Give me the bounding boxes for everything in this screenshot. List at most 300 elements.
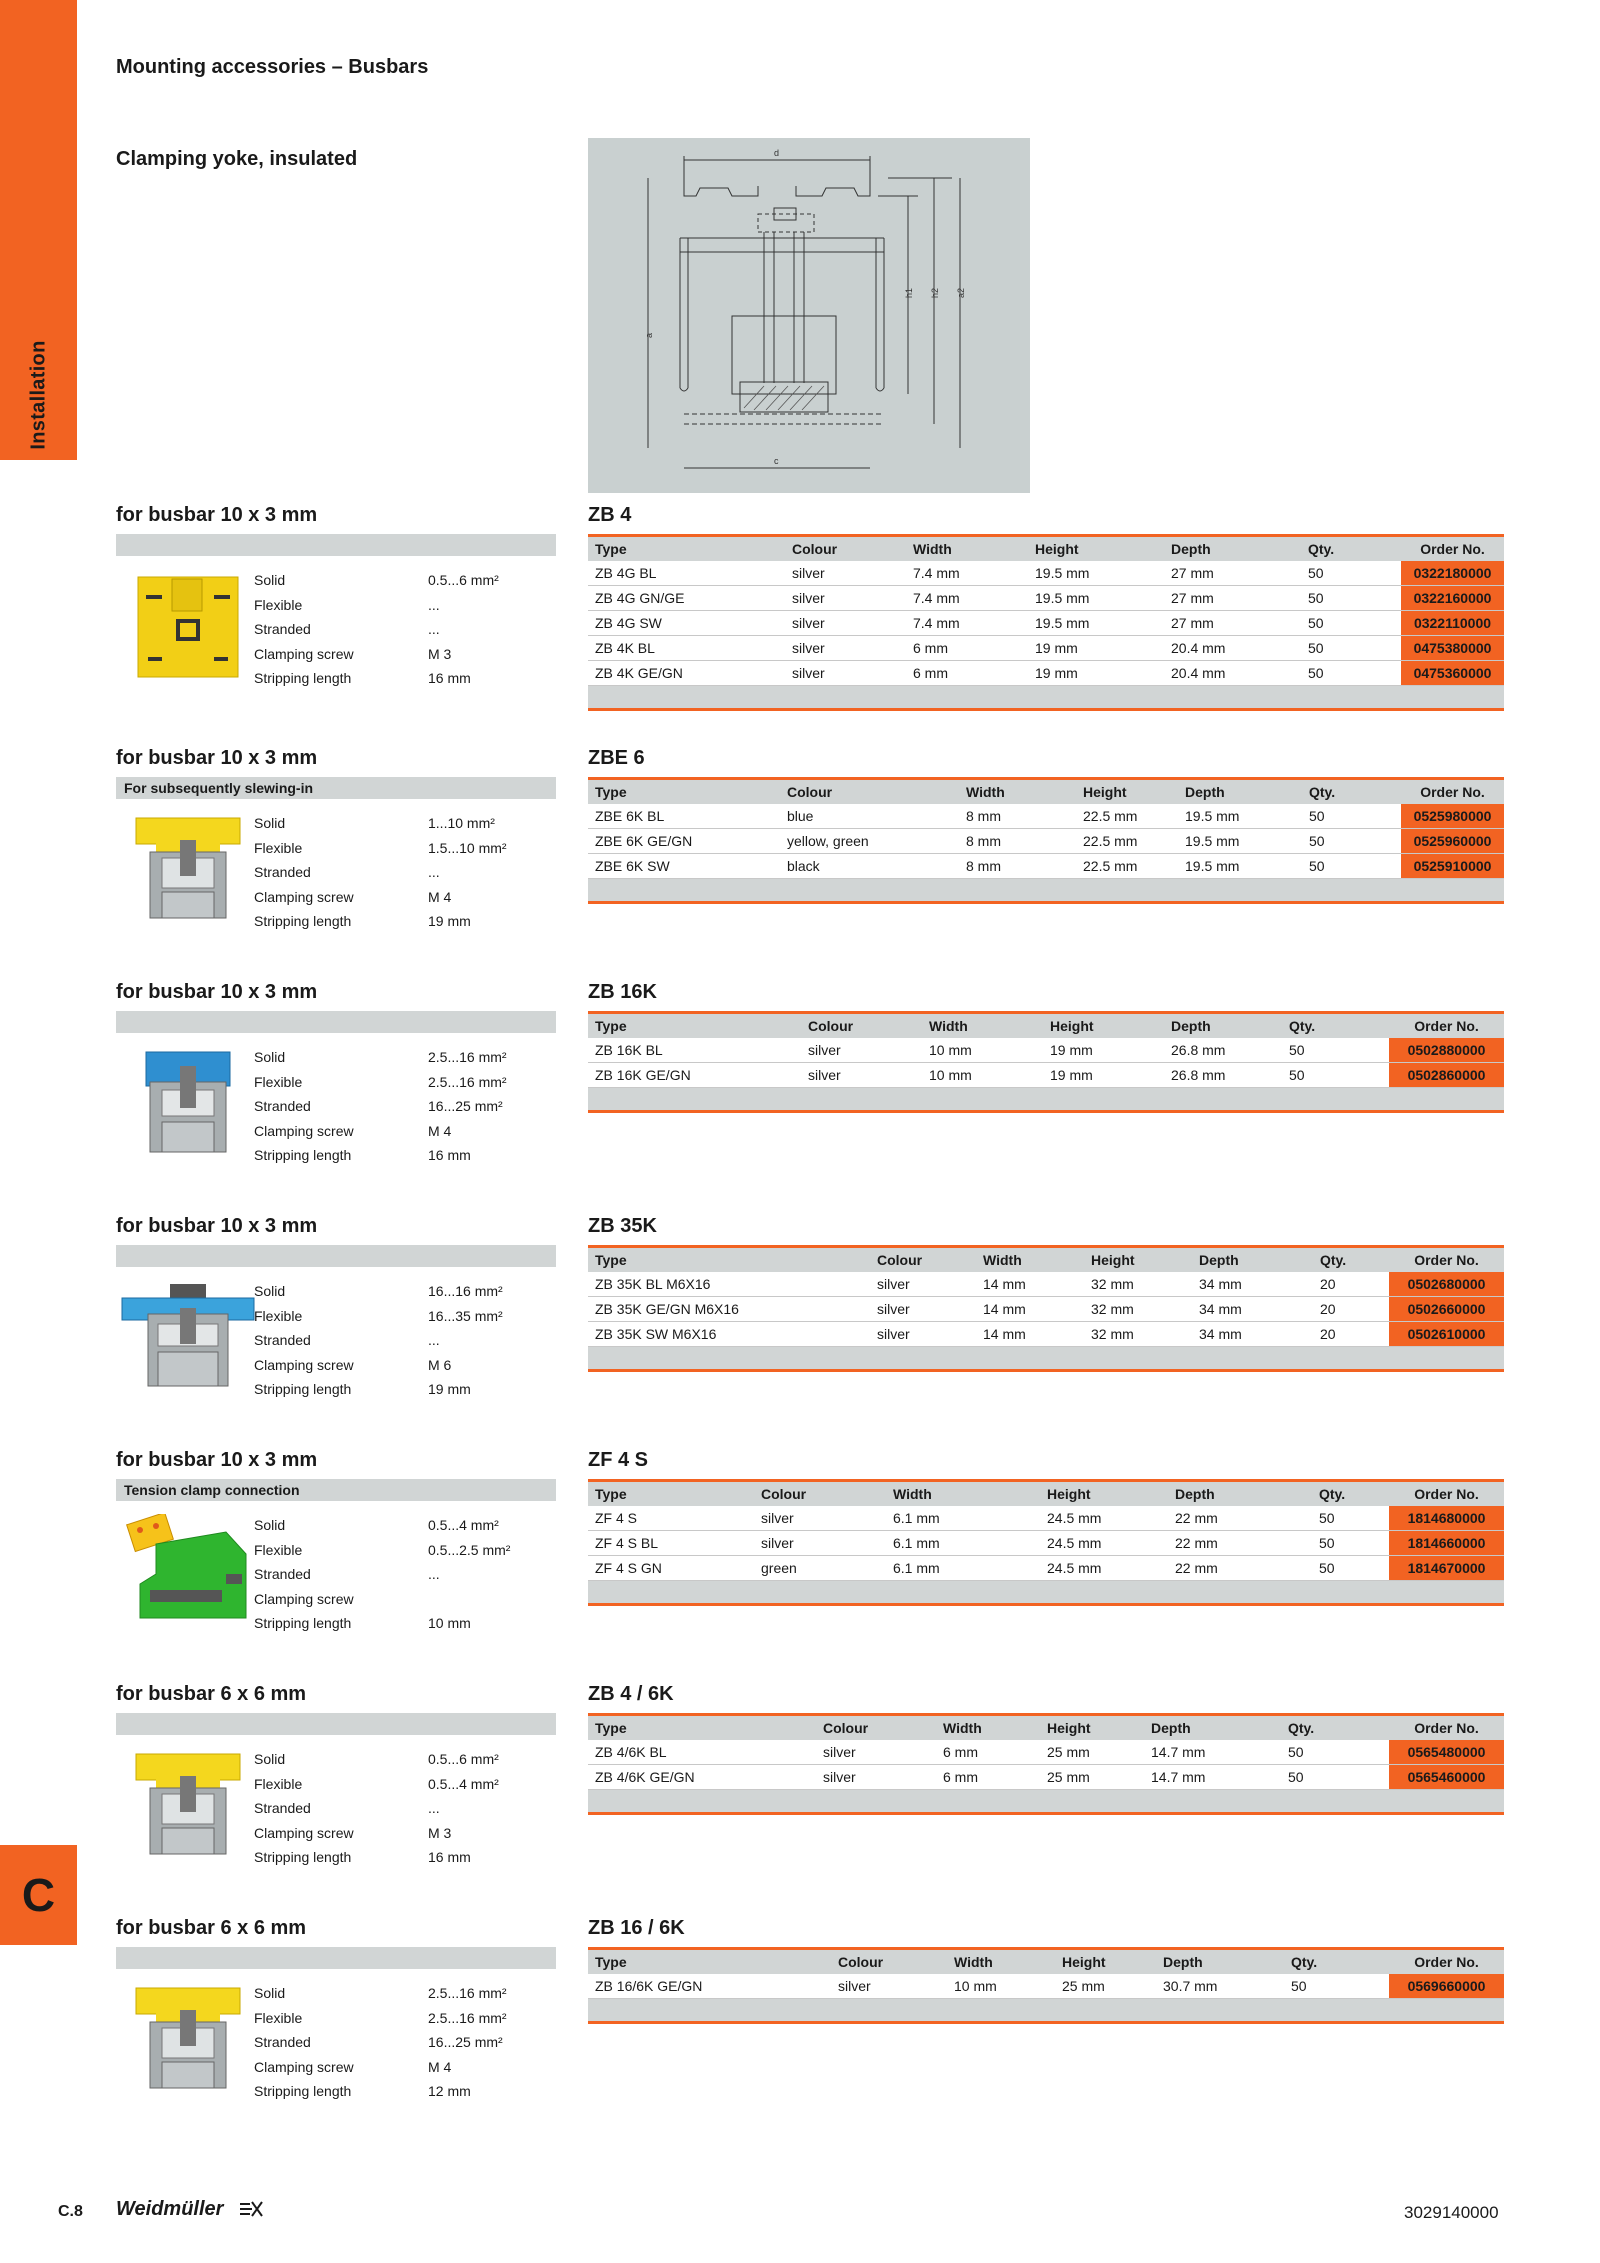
spec-value: [428, 1587, 558, 1612]
table-cell: 22 mm: [1168, 1506, 1312, 1531]
spec-row: [254, 811, 558, 836]
table-cell: silver: [801, 1038, 922, 1063]
column-header: Depth: [1199, 1252, 1239, 1268]
dimension-drawing: [588, 138, 1030, 493]
table-row: [588, 636, 1504, 661]
column-header: Qty.: [1288, 1720, 1315, 1736]
table-cell: 32 mm: [1084, 1322, 1192, 1347]
table-cell: 10 mm: [922, 1038, 1043, 1063]
table-row: [588, 1322, 1504, 1347]
table-cell: silver: [785, 661, 906, 686]
table-cell: 50: [1284, 1974, 1389, 1999]
blue-wide-clamp-image: [116, 1280, 260, 1390]
table-cell: green: [754, 1556, 886, 1581]
spec-value: 1.5...10 mm²: [428, 839, 507, 856]
column-header: Type: [595, 1018, 627, 1034]
order-number: 0525980000: [1401, 804, 1504, 829]
table-cell: ZF 4 S BL: [588, 1531, 754, 1556]
spec-value: 2.5...16 mm²: [428, 1073, 507, 1090]
spec-label: Stripping length: [254, 913, 352, 930]
spec-label: Stripping length: [254, 670, 352, 687]
spec-value: 0.5...4 mm²: [428, 1775, 499, 1792]
info-bar: Tension clamp connection: [116, 1479, 556, 1501]
table-cell: 34 mm: [1192, 1322, 1313, 1347]
column-header: Colour: [838, 1954, 884, 1970]
product-section: [116, 1449, 1504, 1669]
spec-row: [254, 642, 558, 667]
product-section: [116, 981, 1504, 1201]
table-cell: 50: [1281, 1740, 1389, 1765]
order-number: 1814670000: [1389, 1556, 1504, 1581]
column-header: Qty.: [1319, 1486, 1346, 1502]
spec-value: 0.5...4 mm²: [428, 1517, 499, 1534]
order-number: 1814660000: [1389, 1531, 1504, 1556]
product-thumbnail: [116, 1046, 260, 1156]
column-header: Order No.: [1414, 1720, 1479, 1736]
spec-label: Clamping screw: [254, 2058, 354, 2075]
info-bar: [116, 1011, 556, 1033]
spec-row: [254, 1538, 558, 1563]
table-cell: 19 mm: [1028, 661, 1164, 686]
column-header: Order No.: [1420, 541, 1485, 557]
table-cell: 22.5 mm: [1076, 804, 1178, 829]
table-cell: ZB 16K BL: [588, 1038, 801, 1063]
table-cell: 27 mm: [1164, 611, 1301, 636]
column-header: Depth: [1151, 1720, 1191, 1736]
spec-value: ...: [428, 1332, 440, 1349]
spec-label: Flexible: [254, 1307, 303, 1324]
dim-label-h2: h2: [930, 287, 940, 298]
product-thumbnail: [116, 569, 260, 679]
table-cell: 50: [1301, 661, 1401, 686]
table-header-row: [588, 779, 1504, 805]
column-header: Width: [943, 1720, 982, 1736]
table-cell: 20: [1313, 1297, 1389, 1322]
table-cell: ZBE 6K BL: [588, 804, 780, 829]
order-number: 1814680000: [1389, 1506, 1504, 1531]
table-cell: 50: [1302, 804, 1401, 829]
spec-label: Flexible: [254, 1775, 303, 1792]
column-header: Type: [595, 1720, 627, 1736]
product-name: ZB 16K: [588, 981, 657, 1003]
spec-value: 16 mm: [428, 670, 471, 687]
table-cell: 19.5 mm: [1178, 854, 1302, 879]
table-cell: 20: [1313, 1322, 1389, 1347]
spec-row: [254, 617, 558, 642]
product-name: ZF 4 S: [588, 1449, 649, 1471]
table-cell: silver: [785, 586, 906, 611]
spec-value: ...: [428, 596, 440, 613]
blue-screw-clamp-image: [116, 1046, 260, 1156]
table-cell: silver: [816, 1765, 936, 1790]
table-cell: 50: [1302, 829, 1401, 854]
spec-value: ...: [428, 864, 440, 881]
table-cell: 10 mm: [922, 1063, 1043, 1088]
spec-row: [254, 1377, 558, 1402]
table-cell: 32 mm: [1084, 1297, 1192, 1322]
table-cell: 50: [1301, 561, 1401, 586]
spec-label: Solid: [254, 572, 286, 589]
order-number: 0502860000: [1389, 1063, 1504, 1088]
spec-label: Flexible: [254, 839, 303, 856]
spec-label: Flexible: [254, 1073, 303, 1090]
product-section: [116, 1917, 1504, 2137]
spec-value: M 6: [428, 1356, 452, 1373]
spec-value: 16...35 mm²: [428, 1307, 503, 1324]
table-cell: silver: [754, 1531, 886, 1556]
table-row: [588, 1506, 1504, 1531]
spec-row: [254, 666, 558, 691]
spec-row: [254, 1845, 558, 1870]
order-table: [588, 1947, 1504, 2024]
spec-value: ...: [428, 1800, 440, 1817]
table-cell: ZB 16K GE/GN: [588, 1063, 801, 1088]
spec-row: [254, 1070, 558, 1095]
spec-row: [254, 1513, 558, 1538]
table-cell: 14 mm: [976, 1322, 1084, 1347]
spec-row: [254, 1143, 558, 1168]
table-cell: 20.4 mm: [1164, 661, 1301, 686]
spec-value: 1...10 mm²: [428, 815, 495, 832]
spec-label: Solid: [254, 1049, 286, 1066]
dim-label-h1: h1: [904, 287, 914, 298]
column-header: Height: [1047, 1486, 1091, 1502]
table-cell: ZB 4K BL: [588, 636, 785, 661]
column-header: Width: [913, 541, 952, 557]
spec-table: [254, 568, 558, 691]
table-cell: ZB 35K SW M6X16: [588, 1322, 870, 1347]
info-bar: For subsequently slewing-in: [116, 777, 556, 799]
product-name: ZB 16 / 6K: [588, 1917, 685, 1939]
order-table: [588, 1713, 1504, 1815]
table-cell: 34 mm: [1192, 1297, 1313, 1322]
spec-row: [254, 1328, 558, 1353]
column-header: Qty.: [1320, 1252, 1347, 1268]
spec-label: Stripping length: [254, 1849, 352, 1866]
spec-row: [254, 860, 558, 885]
table-row: [588, 1297, 1504, 1322]
table-cell: silver: [870, 1272, 976, 1297]
table-cell: ZBE 6K SW: [588, 854, 780, 879]
spec-table: [254, 1747, 558, 1870]
table-cell: 30.7 mm: [1156, 1974, 1284, 1999]
column-header: Colour: [823, 1720, 869, 1736]
table-cell: 50: [1301, 586, 1401, 611]
spec-row: [254, 836, 558, 861]
info-bar: [116, 1947, 556, 1969]
spec-value: 12 mm: [428, 2083, 471, 2100]
spec-table: [254, 1981, 558, 2104]
section-heading: for busbar 10 x 3 mm: [116, 1215, 318, 1237]
table-cell: 19 mm: [1043, 1063, 1164, 1088]
table-row: [588, 804, 1504, 829]
table-cell: 6 mm: [906, 661, 1028, 686]
table-cell: silver: [801, 1063, 922, 1088]
spec-row: [254, 1981, 558, 2006]
table-cell: 25 mm: [1040, 1740, 1144, 1765]
spec-value: 19 mm: [428, 913, 471, 930]
yellow-screw-clamp-image: [116, 1748, 260, 1858]
table-cell: ZB 16/6K GE/GN: [588, 1974, 831, 1999]
order-number: 0322180000: [1401, 561, 1504, 586]
table-row: [588, 1038, 1504, 1063]
spec-label: Solid: [254, 1985, 286, 2002]
spec-value: 0.5...6 mm²: [428, 1751, 499, 1768]
spec-value: 19 mm: [428, 1381, 471, 1398]
yellow-screw-clamp-image: [116, 1982, 260, 2092]
column-header: Depth: [1171, 541, 1211, 557]
table-cell: 27 mm: [1164, 586, 1301, 611]
spec-row: [254, 1279, 558, 1304]
product-thumbnail: [116, 812, 260, 922]
table-cell: 8 mm: [959, 804, 1076, 829]
table-cell: 20.4 mm: [1164, 636, 1301, 661]
order-number: 0525910000: [1401, 854, 1504, 879]
table-row: [588, 1765, 1504, 1790]
technical-drawing-svg: [588, 138, 1030, 493]
table-row: [588, 1740, 1504, 1765]
table-cell: 50: [1312, 1531, 1389, 1556]
table-cell: 8 mm: [959, 829, 1076, 854]
spec-row: [254, 1119, 558, 1144]
table-cell: 6.1 mm: [886, 1531, 1040, 1556]
table-cell: 19.5 mm: [1178, 829, 1302, 854]
spec-label: Clamping screw: [254, 1356, 354, 1373]
order-number: 0475380000: [1401, 636, 1504, 661]
section-heading: for busbar 10 x 3 mm: [116, 981, 318, 1003]
spec-label: Solid: [254, 815, 286, 832]
spec-table: [254, 1513, 558, 1636]
column-header: Type: [595, 1486, 627, 1502]
table-header-row: [588, 1013, 1504, 1039]
column-header: Type: [595, 1954, 627, 1970]
spec-label: Stripping length: [254, 1381, 352, 1398]
table-cell: ZB 4K GE/GN: [588, 661, 785, 686]
table-cell: silver: [870, 1322, 976, 1347]
table-cell: 25 mm: [1040, 1765, 1144, 1790]
order-table: [588, 1011, 1504, 1113]
brand-name: Weidmüller: [116, 2198, 224, 2220]
spec-row: [254, 1353, 558, 1378]
column-header: Width: [929, 1018, 968, 1034]
spec-label: Solid: [254, 1751, 286, 1768]
footer-bar-cell: [588, 1790, 1504, 1814]
table-cell: silver: [785, 561, 906, 586]
table-header-row: [588, 1247, 1504, 1273]
table-cell: 14 mm: [976, 1272, 1084, 1297]
column-header: Depth: [1185, 784, 1225, 800]
section-heading: for busbar 10 x 3 mm: [116, 1449, 318, 1471]
table-footer-bar: [588, 1581, 1504, 1605]
table-cell: 50: [1312, 1506, 1389, 1531]
footer-bar-cell: [588, 1999, 1504, 2023]
footer-bar-cell: [588, 879, 1504, 903]
table-cell: 8 mm: [959, 854, 1076, 879]
table-footer-bar: [588, 686, 1504, 710]
footer-bar-cell: [588, 1581, 1504, 1605]
table-row: [588, 611, 1504, 636]
spec-value: 2.5...16 mm²: [428, 1985, 507, 2002]
spec-label: Clamping screw: [254, 645, 354, 662]
table-cell: 25 mm: [1055, 1974, 1156, 1999]
spec-label: Stranded: [254, 1098, 311, 1115]
table-cell: 34 mm: [1192, 1272, 1313, 1297]
table-row: [588, 1556, 1504, 1581]
info-bar: [116, 1713, 556, 1735]
spec-label: Clamping screw: [254, 1824, 354, 1841]
table-cell: ZB 4G BL: [588, 561, 785, 586]
spec-row: [254, 1587, 558, 1612]
table-cell: silver: [754, 1506, 886, 1531]
table-header-row: [588, 1715, 1504, 1741]
spec-label: Stranded: [254, 1566, 311, 1583]
spec-label: Stranded: [254, 1332, 311, 1349]
table-cell: 7.4 mm: [906, 586, 1028, 611]
spec-row: [254, 1772, 558, 1797]
table-cell: 26.8 mm: [1164, 1038, 1282, 1063]
order-table: [588, 534, 1504, 711]
spec-label: Stranded: [254, 621, 311, 638]
spec-value: ...: [428, 1566, 440, 1583]
table-cell: 50: [1282, 1038, 1389, 1063]
spec-row: [254, 2006, 558, 2031]
spec-value: 0.5...2.5 mm²: [428, 1541, 511, 1558]
table-cell: 50: [1301, 636, 1401, 661]
spec-row: [254, 909, 558, 934]
table-footer-bar: [588, 1347, 1504, 1371]
product-section: [116, 747, 1504, 967]
table-cell: black: [780, 854, 959, 879]
order-number: 0502660000: [1389, 1297, 1504, 1322]
info-bar: [116, 534, 556, 556]
spec-label: Clamping screw: [254, 888, 354, 905]
spec-value: 0.5...6 mm²: [428, 572, 499, 589]
order-number: 0565460000: [1389, 1765, 1504, 1790]
table-cell: 6.1 mm: [886, 1506, 1040, 1531]
table-cell: 6 mm: [936, 1765, 1040, 1790]
spec-row: [254, 2030, 558, 2055]
column-header: Qty.: [1291, 1954, 1318, 1970]
column-header: Width: [966, 784, 1005, 800]
order-number: 0502610000: [1389, 1322, 1504, 1347]
column-header: Order No.: [1414, 1252, 1479, 1268]
table-cell: 20: [1313, 1272, 1389, 1297]
table-cell: 19.5 mm: [1028, 611, 1164, 636]
document-number: 3029140000: [1404, 2203, 1499, 2222]
spec-value: M 4: [428, 1122, 452, 1139]
table-cell: 19.5 mm: [1028, 586, 1164, 611]
page-number: C.8: [58, 2203, 83, 2220]
order-number: 0569660000: [1389, 1974, 1504, 1999]
order-number: 0475360000: [1401, 661, 1504, 686]
table-row: [588, 1974, 1504, 1999]
table-cell: 22 mm: [1168, 1556, 1312, 1581]
spec-row: [254, 1304, 558, 1329]
table-cell: 19 mm: [1043, 1038, 1164, 1063]
table-cell: 50: [1302, 854, 1401, 879]
table-cell: ZB 4/6K BL: [588, 1740, 816, 1765]
dim-label-a2: a2: [956, 287, 966, 298]
table-row: [588, 586, 1504, 611]
table-cell: silver: [870, 1297, 976, 1322]
spec-table: [254, 811, 558, 934]
green-tension-clamp-image: [116, 1514, 260, 1624]
table-cell: ZBE 6K GE/GN: [588, 829, 780, 854]
table-cell: 50: [1312, 1556, 1389, 1581]
section-heading: for busbar 10 x 3 mm: [116, 747, 318, 769]
spec-row: [254, 1747, 558, 1772]
order-number: 0502880000: [1389, 1038, 1504, 1063]
column-header: Depth: [1175, 1486, 1215, 1502]
product-thumbnail: [116, 1514, 260, 1624]
table-footer-bar: [588, 879, 1504, 903]
table-cell: 50: [1301, 611, 1401, 636]
column-header: Qty.: [1309, 784, 1336, 800]
spec-value: 16...25 mm²: [428, 1098, 503, 1115]
spec-row: [254, 1045, 558, 1070]
spec-label: Stranded: [254, 2034, 311, 2051]
section-heading: for busbar 6 x 6 mm: [116, 1917, 307, 1939]
spec-row: [254, 568, 558, 593]
spec-value: 10 mm: [428, 1615, 471, 1632]
spec-value: 16 mm: [428, 1147, 471, 1164]
table-cell: ZB 35K GE/GN M6X16: [588, 1297, 870, 1322]
spec-value: 16...16 mm²: [428, 1283, 503, 1300]
table-row: [588, 561, 1504, 586]
product-thumbnail: [116, 1748, 260, 1858]
product-name: ZB 4: [588, 504, 632, 526]
spec-value: M 4: [428, 888, 452, 905]
table-cell: 50: [1282, 1063, 1389, 1088]
table-cell: 14.7 mm: [1144, 1765, 1281, 1790]
column-header: Depth: [1163, 1954, 1203, 1970]
side-tab-label: [0, 330, 77, 460]
spec-value: 2.5...16 mm²: [428, 1049, 507, 1066]
section-heading: for busbar 6 x 6 mm: [116, 1683, 307, 1705]
order-number: 0322160000: [1401, 586, 1504, 611]
column-header: Height: [1050, 1018, 1094, 1034]
table-cell: 26.8 mm: [1164, 1063, 1282, 1088]
dim-label-a: a: [644, 332, 654, 338]
table-row: [588, 829, 1504, 854]
table-row: [588, 1272, 1504, 1297]
spec-value: ...: [428, 621, 440, 638]
product-name: ZB 4 / 6K: [588, 1683, 674, 1705]
table-header-row: [588, 1481, 1504, 1507]
table-cell: ZF 4 S GN: [588, 1556, 754, 1581]
spec-label: Stripping length: [254, 2083, 352, 2100]
product-thumbnail: [116, 1982, 260, 2092]
table-cell: 19.5 mm: [1028, 561, 1164, 586]
spec-row: [254, 2079, 558, 2104]
footer-bar-cell: [588, 1347, 1504, 1371]
order-number: 0565480000: [1389, 1740, 1504, 1765]
column-header: Type: [595, 541, 627, 557]
spec-value: M 4: [428, 2058, 452, 2075]
table-cell: 24.5 mm: [1040, 1531, 1168, 1556]
spec-table: [254, 1045, 558, 1168]
column-header: Type: [595, 1252, 627, 1268]
column-header: Colour: [761, 1486, 807, 1502]
footer-bar-cell: [588, 686, 1504, 710]
spec-label: Solid: [254, 1283, 286, 1300]
table-cell: 19.5 mm: [1178, 804, 1302, 829]
spec-label: Stranded: [254, 864, 311, 881]
spec-row: [254, 1562, 558, 1587]
table-footer-bar: [588, 1088, 1504, 1112]
column-header: Order No.: [1414, 1954, 1479, 1970]
product-name: ZBE 6: [588, 747, 645, 769]
